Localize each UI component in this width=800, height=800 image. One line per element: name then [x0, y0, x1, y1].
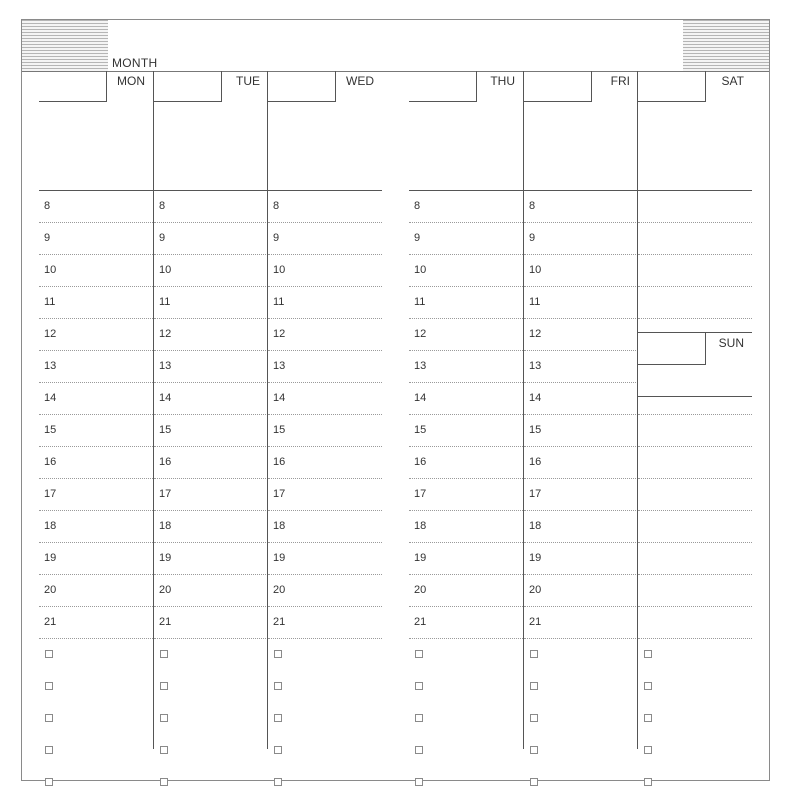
hour-row[interactable]	[638, 575, 752, 607]
day-column-fri	[523, 71, 638, 749]
planner-page	[21, 19, 770, 781]
todo-row	[638, 671, 752, 703]
hour-label: 21	[273, 616, 286, 628]
date-box-mon[interactable]	[39, 71, 107, 102]
hour-label: 12	[44, 328, 57, 340]
todo-row	[409, 703, 523, 735]
todo-row	[524, 639, 638, 671]
hour-row[interactable]	[524, 479, 638, 511]
date-box-fri[interactable]	[524, 71, 592, 102]
hour-row[interactable]	[39, 319, 153, 351]
hour-label: 13	[159, 360, 172, 372]
hour-label: 18	[529, 520, 542, 532]
hour-label: 12	[414, 328, 427, 340]
todo-checkbox[interactable]	[45, 650, 53, 658]
hour-row[interactable]	[268, 543, 382, 575]
hour-label: 15	[414, 424, 427, 436]
todo-checkbox[interactable]	[274, 682, 282, 690]
day-label-thu: THU	[490, 74, 515, 88]
todo-checkbox[interactable]	[530, 746, 538, 754]
hour-row[interactable]	[154, 415, 268, 447]
hour-label: 20	[273, 584, 286, 596]
hour-row[interactable]	[638, 415, 752, 447]
date-box-sat[interactable]	[638, 71, 706, 102]
todo-row	[638, 767, 752, 799]
hour-label: 12	[273, 328, 286, 340]
hour-label: 10	[159, 264, 172, 276]
date-box-thu[interactable]	[409, 71, 477, 102]
hour-label: 15	[529, 424, 542, 436]
hour-label: 13	[529, 360, 542, 372]
hour-label: 15	[273, 424, 286, 436]
hour-row[interactable]	[524, 383, 638, 415]
hour-label: 9	[159, 232, 166, 244]
hour-row[interactable]	[154, 511, 268, 543]
todo-checkbox[interactable]	[45, 746, 53, 754]
hour-label: 18	[159, 520, 172, 532]
header-stripe-left	[22, 20, 108, 72]
todo-checkbox[interactable]	[274, 746, 282, 754]
hour-row[interactable]	[268, 607, 382, 639]
hour-row[interactable]	[524, 223, 638, 255]
day-label-sun: SUN	[718, 336, 744, 350]
hour-label: 9	[273, 232, 280, 244]
hour-label: 12	[159, 328, 172, 340]
todo-row	[39, 671, 153, 703]
hour-row[interactable]	[39, 575, 153, 607]
hour-label: 10	[273, 264, 286, 276]
hour-row[interactable]	[268, 255, 382, 287]
hour-label: 14	[414, 392, 427, 404]
day-column-wed	[267, 71, 382, 749]
hour-label: 13	[414, 360, 427, 372]
hour-label: 8	[44, 200, 51, 212]
todo-checkbox[interactable]	[160, 746, 168, 754]
todo-checkbox[interactable]	[274, 714, 282, 722]
hour-label: 21	[44, 616, 57, 628]
todo-checkbox[interactable]	[644, 682, 652, 690]
hour-row[interactable]	[154, 479, 268, 511]
hour-row[interactable]	[154, 447, 268, 479]
hour-label: 16	[529, 456, 542, 468]
hour-row[interactable]	[524, 351, 638, 383]
hour-row[interactable]	[409, 607, 523, 639]
hour-row[interactable]	[524, 255, 638, 287]
hour-label: 9	[44, 232, 51, 244]
hour-row[interactable]	[409, 511, 523, 543]
todo-checkbox[interactable]	[644, 746, 652, 754]
hour-row[interactable]	[154, 575, 268, 607]
todo-checkbox[interactable]	[45, 682, 53, 690]
todo-checkbox[interactable]	[160, 778, 168, 786]
todo-checkbox[interactable]	[530, 682, 538, 690]
hour-row[interactable]	[39, 415, 153, 447]
date-box-tue[interactable]	[154, 71, 222, 102]
todo-row	[39, 639, 153, 671]
hour-row[interactable]	[524, 191, 638, 223]
todo-row	[268, 735, 382, 767]
hour-row[interactable]	[409, 223, 523, 255]
hour-label: 11	[414, 296, 426, 308]
todo-row	[268, 767, 382, 799]
todo-row	[524, 767, 638, 799]
todo-checkbox[interactable]	[415, 650, 423, 658]
hour-label: 14	[273, 392, 286, 404]
hour-label: 8	[414, 200, 421, 212]
hour-row[interactable]	[409, 383, 523, 415]
hour-row[interactable]	[39, 223, 153, 255]
hour-label: 13	[44, 360, 57, 372]
hour-row[interactable]	[638, 447, 752, 479]
hour-row[interactable]	[638, 191, 752, 223]
hour-label: 10	[414, 264, 427, 276]
hour-label: 20	[159, 584, 172, 596]
todo-checkbox[interactable]	[415, 714, 423, 722]
hour-row[interactable]	[409, 255, 523, 287]
hour-label: 18	[273, 520, 286, 532]
todo-checkbox[interactable]	[644, 650, 652, 658]
hour-row[interactable]	[39, 383, 153, 415]
hour-row[interactable]	[638, 511, 752, 543]
todo-row	[409, 671, 523, 703]
hour-label: 10	[44, 264, 57, 276]
todo-row	[154, 671, 268, 703]
day-label-fri: FRI	[610, 74, 630, 88]
hour-label: 16	[273, 456, 286, 468]
hour-row[interactable]	[524, 447, 638, 479]
hour-label: 9	[414, 232, 421, 244]
hour-row[interactable]	[638, 479, 752, 511]
todo-checkbox[interactable]	[415, 778, 423, 786]
hour-label: 21	[414, 616, 427, 628]
hour-row[interactable]	[524, 415, 638, 447]
hour-row[interactable]	[39, 255, 153, 287]
todo-checkbox[interactable]	[160, 650, 168, 658]
todo-checkbox[interactable]	[274, 650, 282, 658]
hour-label: 16	[44, 456, 57, 468]
hour-label: 19	[414, 552, 427, 564]
hour-row[interactable]	[638, 543, 752, 575]
hour-label: 13	[273, 360, 286, 372]
hour-row[interactable]	[268, 415, 382, 447]
hour-label: 11	[44, 296, 56, 308]
day-column-sat	[637, 71, 752, 749]
hour-label: 11	[273, 296, 285, 308]
hour-row[interactable]	[154, 607, 268, 639]
hour-label: 17	[273, 488, 286, 500]
hour-label: 19	[529, 552, 542, 564]
todo-checkbox[interactable]	[160, 714, 168, 722]
hour-label: 14	[159, 392, 172, 404]
hour-row[interactable]	[268, 447, 382, 479]
hour-label: 8	[529, 200, 536, 212]
todo-row	[409, 639, 523, 671]
hour-label: 12	[529, 328, 542, 340]
hour-row[interactable]	[638, 607, 752, 639]
hour-row[interactable]	[409, 447, 523, 479]
hour-row[interactable]	[39, 607, 153, 639]
hour-label: 15	[159, 424, 172, 436]
hour-row[interactable]	[154, 255, 268, 287]
hour-label: 11	[529, 296, 541, 308]
day-label-tue: TUE	[236, 74, 260, 88]
hour-row[interactable]	[268, 575, 382, 607]
hour-label: 14	[529, 392, 542, 404]
hour-row[interactable]	[39, 351, 153, 383]
hour-row[interactable]	[409, 351, 523, 383]
todo-row	[39, 703, 153, 735]
todo-row	[524, 735, 638, 767]
todo-checkbox[interactable]	[644, 778, 652, 786]
hour-row[interactable]	[409, 543, 523, 575]
todo-row	[268, 671, 382, 703]
hour-row[interactable]	[409, 575, 523, 607]
todo-row	[409, 767, 523, 799]
hour-row[interactable]	[409, 479, 523, 511]
hour-row[interactable]	[154, 543, 268, 575]
todo-row	[524, 703, 638, 735]
todo-checkbox[interactable]	[415, 746, 423, 754]
hour-label: 20	[529, 584, 542, 596]
hour-label: 10	[529, 264, 542, 276]
hour-row[interactable]	[39, 287, 153, 319]
todo-row	[154, 639, 268, 671]
hour-label: 15	[44, 424, 57, 436]
hour-row[interactable]	[268, 287, 382, 319]
sunday-section	[638, 332, 752, 397]
hour-row[interactable]	[154, 319, 268, 351]
todo-checkbox[interactable]	[530, 650, 538, 658]
hour-row[interactable]	[268, 479, 382, 511]
hour-label: 19	[273, 552, 286, 564]
day-column-tue	[153, 71, 268, 749]
hour-row[interactable]	[268, 383, 382, 415]
hour-row[interactable]	[39, 511, 153, 543]
hour-row[interactable]	[39, 479, 153, 511]
day-column-mon	[39, 71, 153, 749]
todo-row	[154, 735, 268, 767]
hour-label: 18	[44, 520, 57, 532]
hour-row[interactable]	[524, 607, 638, 639]
date-box-sun[interactable]	[638, 333, 706, 365]
hour-row[interactable]	[268, 223, 382, 255]
hour-label: 17	[44, 488, 57, 500]
todo-checkbox[interactable]	[644, 714, 652, 722]
hour-row[interactable]	[409, 415, 523, 447]
todo-checkbox[interactable]	[530, 714, 538, 722]
day-label-wed: WED	[346, 74, 374, 88]
day-label-sat: SAT	[721, 74, 744, 88]
hour-label: 17	[529, 488, 542, 500]
hour-row[interactable]	[154, 351, 268, 383]
todo-row	[39, 735, 153, 767]
hour-label: 16	[414, 456, 427, 468]
hour-row[interactable]	[524, 287, 638, 319]
hour-row[interactable]	[409, 191, 523, 223]
todo-checkbox[interactable]	[45, 778, 53, 786]
hour-label: 16	[159, 456, 172, 468]
hour-label: 14	[44, 392, 57, 404]
todo-row	[268, 703, 382, 735]
hour-label: 11	[159, 296, 171, 308]
hour-row[interactable]	[154, 383, 268, 415]
hour-row[interactable]	[524, 319, 638, 351]
hour-label: 21	[529, 616, 542, 628]
hour-label: 17	[414, 488, 427, 500]
hour-row[interactable]	[268, 191, 382, 223]
hour-label: 19	[44, 552, 57, 564]
hour-row[interactable]	[39, 543, 153, 575]
hour-row[interactable]	[524, 511, 638, 543]
todo-checkbox[interactable]	[160, 682, 168, 690]
hour-row[interactable]	[154, 287, 268, 319]
month-label: MONTH	[112, 56, 158, 70]
hour-row[interactable]	[154, 191, 268, 223]
hour-row[interactable]	[524, 575, 638, 607]
todo-checkbox[interactable]	[415, 682, 423, 690]
todo-row	[39, 767, 153, 799]
day-label-mon: MON	[117, 74, 145, 88]
todo-row	[638, 735, 752, 767]
hour-label: 21	[159, 616, 172, 628]
hour-row[interactable]	[154, 223, 268, 255]
todo-checkbox[interactable]	[45, 714, 53, 722]
hour-row[interactable]	[524, 543, 638, 575]
date-box-wed[interactable]	[268, 71, 336, 102]
hour-row[interactable]	[39, 191, 153, 223]
todo-row	[154, 767, 268, 799]
hour-row[interactable]	[638, 255, 752, 287]
todo-row	[154, 703, 268, 735]
day-column-thu	[409, 71, 523, 749]
hour-row[interactable]	[268, 319, 382, 351]
todo-row	[524, 671, 638, 703]
hour-label: 17	[159, 488, 172, 500]
hour-row[interactable]	[638, 223, 752, 255]
hour-row[interactable]	[409, 319, 523, 351]
todo-row	[638, 639, 752, 671]
hour-label: 9	[529, 232, 536, 244]
hour-row[interactable]	[268, 351, 382, 383]
todo-checkbox[interactable]	[530, 778, 538, 786]
header-stripe-right	[683, 20, 769, 72]
hour-label: 19	[159, 552, 172, 564]
hour-label: 20	[44, 584, 57, 596]
hour-row[interactable]	[409, 287, 523, 319]
hour-label: 20	[414, 584, 427, 596]
hour-row[interactable]	[268, 511, 382, 543]
hour-label: 8	[273, 200, 280, 212]
hour-label: 8	[159, 200, 166, 212]
todo-row	[409, 735, 523, 767]
hour-row[interactable]	[638, 287, 752, 319]
hour-label: 18	[414, 520, 427, 532]
todo-checkbox[interactable]	[274, 778, 282, 786]
hour-row[interactable]	[39, 447, 153, 479]
todo-row	[638, 703, 752, 735]
todo-row	[268, 639, 382, 671]
